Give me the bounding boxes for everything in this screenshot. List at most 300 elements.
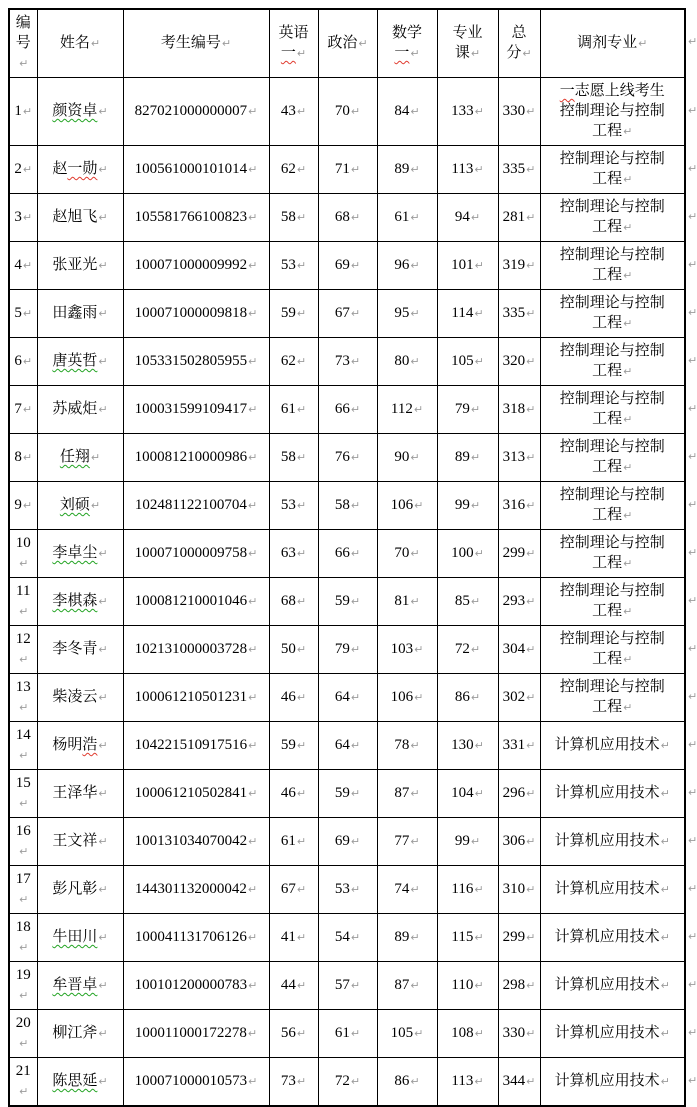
cell-text: 控制理论与控制 [559, 151, 665, 167]
cell-text: 335 [502, 161, 526, 177]
paragraph-mark-icon: ↵ [296, 739, 307, 752]
cell-text: 105581766100823 [134, 209, 248, 225]
cell-major_course[interactable] [437, 818, 498, 866]
cell-total[interactable] [498, 866, 540, 914]
paragraph-mark-icon: ↵ [660, 787, 670, 800]
header-cell-politics[interactable] [318, 9, 377, 78]
cell-politics[interactable] [318, 386, 377, 434]
cell-no[interactable] [9, 386, 37, 434]
cell-no[interactable] [9, 338, 37, 386]
paragraph-mark-icon: ↵ [410, 451, 420, 464]
cell-english_1[interactable] [269, 770, 318, 818]
cell-name[interactable] [37, 78, 123, 146]
cell-math_1[interactable] [377, 242, 437, 290]
paragraph-mark-icon: ↵ [19, 1037, 29, 1050]
cell-transfer_major[interactable] [540, 818, 685, 866]
header-cell-candidate_id[interactable] [123, 9, 269, 78]
cell-total[interactable] [498, 290, 540, 338]
cell-transfer_major[interactable] [540, 722, 685, 770]
cell-math_1[interactable] [377, 338, 437, 386]
cell-text: 控制理论与控制 [559, 295, 665, 311]
cell-name[interactable] [37, 770, 123, 818]
cell-politics[interactable] [318, 578, 377, 626]
paragraph-mark-icon: ↵ [522, 47, 532, 60]
cell-name[interactable] [37, 578, 123, 626]
paragraph-mark-icon: ↵ [98, 787, 108, 800]
cell-no[interactable] [9, 146, 37, 194]
cell-english_1[interactable] [269, 482, 318, 530]
cell-major_course[interactable] [437, 290, 498, 338]
cell-text: 控制理论与控制 [559, 631, 665, 647]
cell-total[interactable] [498, 722, 540, 770]
cell-text: 63 [280, 545, 296, 561]
cell-politics[interactable] [318, 674, 377, 722]
paragraph-mark-icon: ↵ [98, 643, 108, 656]
cell-total[interactable] [498, 578, 540, 626]
cell-total[interactable] [498, 530, 540, 578]
cell-text: 331 [502, 737, 526, 753]
cell-candidate_id[interactable] [123, 1010, 269, 1058]
cell-math_1[interactable] [377, 866, 437, 914]
cell-math_1[interactable] [377, 290, 437, 338]
cell-math_1[interactable] [377, 146, 437, 194]
paragraph-mark-icon: ↵ [526, 547, 536, 560]
cell-math_1[interactable] [377, 482, 437, 530]
paragraph-mark-icon: ↵ [98, 1075, 108, 1088]
cell-candidate_id[interactable] [123, 818, 269, 866]
cell-name[interactable] [37, 1010, 123, 1058]
cell-politics[interactable] [318, 962, 377, 1010]
cell-politics[interactable] [318, 530, 377, 578]
paragraph-mark-icon: ↵ [19, 797, 29, 810]
cell-text: 72 [454, 641, 470, 657]
cell-candidate_id[interactable] [123, 146, 269, 194]
cell-text: 84 [394, 103, 410, 119]
paragraph-mark-icon: ↵ [474, 307, 484, 320]
cell-candidate_id[interactable] [123, 866, 269, 914]
cell-politics[interactable] [318, 290, 377, 338]
cell-math_1[interactable] [377, 386, 437, 434]
cell-text: 12 [15, 631, 31, 647]
cell-text: 73 [280, 1073, 296, 1089]
paragraph-mark-icon: ↵ [526, 307, 536, 320]
paragraph-mark-icon: ↵ [98, 259, 108, 272]
spellcheck-underline: 一 [280, 45, 296, 61]
cell-math_1[interactable] [377, 914, 437, 962]
cell-transfer_major[interactable] [540, 674, 685, 722]
cell-math_1[interactable] [377, 626, 437, 674]
cell-politics[interactable] [318, 434, 377, 482]
cell-english_1[interactable] [269, 434, 318, 482]
paragraph-mark-icon: ↵ [296, 259, 307, 272]
cell-politics[interactable] [318, 818, 377, 866]
cell-text: 3 [14, 209, 22, 225]
table-row [9, 914, 685, 962]
cell-math_1[interactable] [377, 1058, 437, 1107]
table-row [9, 530, 685, 578]
cell-major_course[interactable] [437, 770, 498, 818]
spellcheck-underline: 一 [394, 45, 410, 61]
cell-text: 计算机应用技术 [554, 977, 660, 993]
paragraph-mark-icon: ↵ [296, 163, 307, 176]
cell-candidate_id[interactable] [123, 722, 269, 770]
cell-english_1[interactable] [269, 194, 318, 242]
paragraph-mark-icon: ↵ [526, 403, 536, 416]
cell-transfer_major[interactable] [540, 146, 685, 194]
row-end-mark-icon: ↵ [688, 737, 697, 751]
cell-text: 302 [502, 689, 526, 705]
cell-total[interactable] [498, 1058, 540, 1107]
cell-total[interactable] [498, 338, 540, 386]
cell-english_1[interactable] [269, 674, 318, 722]
cell-text: 100071000009818 [134, 305, 248, 321]
cell-math_1[interactable] [377, 722, 437, 770]
cell-text: 100071000009992 [134, 257, 248, 273]
cell-name[interactable] [37, 1058, 123, 1107]
cell-english_1[interactable] [269, 530, 318, 578]
cell-name[interactable] [37, 434, 123, 482]
cell-text: 74 [394, 881, 410, 897]
cell-candidate_id[interactable] [123, 338, 269, 386]
cell-text: 99 [454, 497, 470, 513]
cell-major_course[interactable] [437, 962, 498, 1010]
cell-transfer_major[interactable] [540, 962, 685, 1010]
cell-math_1[interactable] [377, 674, 437, 722]
header-cell-no[interactable] [9, 9, 37, 78]
paragraph-mark-icon: ↵ [296, 595, 307, 608]
cell-major_course[interactable] [437, 674, 498, 722]
cell-no[interactable] [9, 1010, 37, 1058]
cell-transfer_major[interactable] [540, 1010, 685, 1058]
paragraph-mark-icon: ↵ [22, 259, 33, 272]
cell-total[interactable] [498, 146, 540, 194]
cell-major_course[interactable] [437, 866, 498, 914]
cell-transfer_major[interactable] [540, 482, 685, 530]
paragraph-mark-icon: ↵ [98, 835, 108, 848]
cell-no[interactable] [9, 578, 37, 626]
cell-text: 62 [280, 161, 296, 177]
paragraph-mark-icon: ↵ [474, 547, 484, 560]
table-row [9, 434, 685, 482]
cell-politics[interactable] [318, 194, 377, 242]
cell-english_1[interactable] [269, 338, 318, 386]
cell-transfer_major[interactable] [540, 386, 685, 434]
table-row [9, 818, 685, 866]
cell-total[interactable] [498, 962, 540, 1010]
cell-candidate_id[interactable] [123, 194, 269, 242]
cell-text: 100131034070042 [134, 833, 248, 849]
cell-name[interactable] [37, 338, 123, 386]
cell-major_course[interactable] [437, 434, 498, 482]
cell-math_1[interactable] [377, 578, 437, 626]
cell-text: 318 [502, 401, 526, 417]
cell-politics[interactable] [318, 626, 377, 674]
cell-name[interactable] [37, 626, 123, 674]
cell-text: 94 [454, 209, 470, 225]
cell-transfer_major[interactable] [540, 578, 685, 626]
cell-politics[interactable] [318, 338, 377, 386]
paragraph-mark-icon: ↵ [474, 787, 484, 800]
cell-text: 81 [394, 593, 410, 609]
cell-politics[interactable] [318, 1010, 377, 1058]
cell-transfer_major[interactable] [540, 770, 685, 818]
cell-math_1[interactable] [377, 78, 437, 146]
paragraph-mark-icon: ↵ [623, 269, 633, 282]
cell-name[interactable] [37, 290, 123, 338]
paragraph-mark-icon: ↵ [221, 37, 232, 50]
cell-total[interactable] [498, 386, 540, 434]
cell-text: 控制理论与控制 [559, 679, 665, 695]
cell-politics[interactable] [318, 1058, 377, 1107]
cell-no[interactable] [9, 290, 37, 338]
cell-politics[interactable] [318, 722, 377, 770]
cell-text: 计算机应用技术 [554, 833, 660, 849]
paragraph-mark-icon: ↵ [248, 211, 258, 224]
cell-candidate_id[interactable] [123, 1058, 269, 1107]
cell-english_1[interactable] [269, 1010, 318, 1058]
cell-no[interactable] [9, 962, 37, 1010]
cell-text: 69 [334, 833, 350, 849]
cell-english_1[interactable] [269, 1058, 318, 1107]
cell-politics[interactable] [318, 78, 377, 146]
cell-english_1[interactable] [269, 866, 318, 914]
cell-name[interactable] [37, 482, 123, 530]
paragraph-mark-icon: ↵ [623, 221, 633, 234]
cell-no[interactable] [9, 770, 37, 818]
cell-major_course[interactable] [437, 194, 498, 242]
paragraph-mark-icon: ↵ [296, 787, 307, 800]
cell-candidate_id[interactable] [123, 578, 269, 626]
cell-english_1[interactable] [269, 722, 318, 770]
cell-name[interactable] [37, 722, 123, 770]
cell-candidate_id[interactable] [123, 78, 269, 146]
paragraph-mark-icon: ↵ [414, 691, 424, 704]
header-cell-major_course[interactable] [437, 9, 498, 78]
cell-no[interactable] [9, 1058, 37, 1107]
cell-total[interactable] [498, 242, 540, 290]
table-row [9, 674, 685, 722]
cell-text: 80 [394, 353, 410, 369]
cell-english_1[interactable] [269, 914, 318, 962]
cell-politics[interactable] [318, 914, 377, 962]
cell-text: 工程 [592, 315, 623, 331]
cell-total[interactable] [498, 914, 540, 962]
cell-english_1[interactable] [269, 290, 318, 338]
cell-text: 310 [502, 881, 526, 897]
cell-total[interactable] [498, 770, 540, 818]
cell-major_course[interactable] [437, 338, 498, 386]
cell-transfer_major[interactable] [540, 626, 685, 674]
paragraph-mark-icon: ↵ [98, 307, 108, 320]
header-cell-math_1[interactable] [377, 9, 437, 78]
cell-name[interactable] [37, 146, 123, 194]
paragraph-mark-icon: ↵ [248, 835, 258, 848]
cell-math_1[interactable] [377, 770, 437, 818]
cell-candidate_id[interactable] [123, 482, 269, 530]
paragraph-mark-icon: ↵ [410, 739, 420, 752]
grammar-underline: 任翔 [59, 449, 90, 465]
cell-text: 44 [280, 977, 296, 993]
cell-candidate_id[interactable] [123, 770, 269, 818]
cell-candidate_id[interactable] [123, 242, 269, 290]
cell-math_1[interactable] [377, 962, 437, 1010]
cell-major_course[interactable] [437, 482, 498, 530]
cell-major_course[interactable] [437, 1058, 498, 1107]
cell-total[interactable] [498, 434, 540, 482]
cell-text: 43 [280, 103, 296, 119]
grammar-underline: 唐英哲 [52, 353, 98, 369]
cell-politics[interactable] [318, 146, 377, 194]
cell-text: 控制理论与控制 [559, 199, 665, 215]
cell-math_1[interactable] [377, 1010, 437, 1058]
cell-major_course[interactable] [437, 530, 498, 578]
cell-no[interactable] [9, 866, 37, 914]
cell-transfer_major[interactable] [540, 530, 685, 578]
cell-total[interactable] [498, 482, 540, 530]
cell-text: 控制理论与控制 [559, 343, 665, 359]
cell-transfer_major[interactable] [540, 78, 685, 146]
cell-major_course[interactable] [437, 626, 498, 674]
cell-text: 87 [394, 785, 410, 801]
cell-no[interactable] [9, 482, 37, 530]
paragraph-mark-icon: ↵ [98, 163, 108, 176]
paragraph-mark-icon: ↵ [470, 451, 481, 464]
paragraph-mark-icon: ↵ [350, 835, 361, 848]
cell-candidate_id[interactable] [123, 626, 269, 674]
paragraph-mark-icon: ↵ [248, 403, 258, 416]
cell-no[interactable] [9, 194, 37, 242]
cell-text: 分 [506, 45, 522, 61]
cell-english_1[interactable] [269, 818, 318, 866]
cell-politics[interactable] [318, 770, 377, 818]
cell-text: 96 [394, 257, 410, 273]
cell-candidate_id[interactable] [123, 386, 269, 434]
cell-major_course[interactable] [437, 242, 498, 290]
paragraph-mark-icon: ↵ [470, 499, 481, 512]
cell-text: 64 [334, 689, 350, 705]
cell-total[interactable] [498, 194, 540, 242]
cell-text: 控制理论与控制 [559, 583, 665, 599]
cell-transfer_major[interactable] [540, 194, 685, 242]
cell-no[interactable] [9, 914, 37, 962]
cell-major_course[interactable] [437, 914, 498, 962]
cell-name[interactable] [37, 914, 123, 962]
cell-text: 彭凡彰 [52, 881, 98, 897]
cell-total[interactable] [498, 818, 540, 866]
cell-no[interactable] [9, 674, 37, 722]
cell-math_1[interactable] [377, 530, 437, 578]
cell-no[interactable] [9, 242, 37, 290]
cell-transfer_major[interactable] [540, 914, 685, 962]
cell-no[interactable] [9, 818, 37, 866]
cell-candidate_id[interactable] [123, 674, 269, 722]
cell-candidate_id[interactable] [123, 914, 269, 962]
cell-text: 19 [15, 967, 31, 983]
header-cell-name[interactable] [37, 9, 123, 78]
cell-total[interactable] [498, 78, 540, 146]
cell-transfer_major[interactable] [540, 866, 685, 914]
cell-major_course[interactable] [437, 578, 498, 626]
cell-text: 89 [454, 449, 470, 465]
cell-text: 工程 [592, 267, 623, 283]
cell-total[interactable] [498, 674, 540, 722]
cell-name[interactable] [37, 530, 123, 578]
paragraph-mark-icon: ↵ [98, 1027, 108, 1040]
cell-no[interactable] [9, 626, 37, 674]
cell-transfer_major[interactable] [540, 1058, 685, 1107]
cell-total[interactable] [498, 1010, 540, 1058]
header-cell-total[interactable] [498, 9, 540, 78]
cell-name[interactable] [37, 866, 123, 914]
cell-text: 281 [502, 209, 526, 225]
cell-name[interactable] [37, 386, 123, 434]
cell-english_1[interactable] [269, 962, 318, 1010]
cell-text: 57 [334, 977, 350, 993]
cell-english_1[interactable] [269, 626, 318, 674]
cell-major_course[interactable] [437, 78, 498, 146]
cell-math_1[interactable] [377, 434, 437, 482]
cell-politics[interactable] [318, 866, 377, 914]
paragraph-mark-icon: ↵ [526, 1075, 536, 1088]
cell-politics[interactable] [318, 482, 377, 530]
cell-major_course[interactable] [437, 1010, 498, 1058]
cell-candidate_id[interactable] [123, 434, 269, 482]
cell-transfer_major[interactable] [540, 290, 685, 338]
cell-candidate_id[interactable] [123, 962, 269, 1010]
cell-english_1[interactable] [269, 386, 318, 434]
cell-no[interactable] [9, 78, 37, 146]
paragraph-mark-icon: ↵ [526, 1027, 536, 1040]
cell-name[interactable] [37, 818, 123, 866]
cell-major_course[interactable] [437, 386, 498, 434]
cell-english_1[interactable] [269, 578, 318, 626]
cell-major_course[interactable] [437, 146, 498, 194]
cell-name[interactable] [37, 194, 123, 242]
cell-major_course[interactable] [437, 722, 498, 770]
cell-transfer_major[interactable] [540, 242, 685, 290]
cell-math_1[interactable] [377, 818, 437, 866]
table-row [9, 866, 685, 914]
cell-english_1[interactable] [269, 78, 318, 146]
cell-transfer_major[interactable] [540, 434, 685, 482]
cell-name[interactable] [37, 674, 123, 722]
header-cell-english_1[interactable] [269, 9, 318, 78]
paragraph-mark-icon: ↵ [296, 499, 307, 512]
cell-no[interactable] [9, 722, 37, 770]
cell-no[interactable] [9, 530, 37, 578]
cell-text: 320 [502, 353, 526, 369]
cell-english_1[interactable] [269, 146, 318, 194]
cell-name[interactable] [37, 242, 123, 290]
cell-text: 15 [15, 775, 31, 791]
cell-transfer_major[interactable] [540, 338, 685, 386]
cell-english_1[interactable] [269, 242, 318, 290]
paragraph-mark-icon: ↵ [296, 307, 307, 320]
cell-text: 苏威炬 [52, 401, 98, 417]
paragraph-mark-icon: ↵ [410, 307, 420, 320]
cell-candidate_id[interactable] [123, 290, 269, 338]
cell-candidate_id[interactable] [123, 530, 269, 578]
cell-total[interactable] [498, 626, 540, 674]
cell-no[interactable] [9, 434, 37, 482]
cell-math_1[interactable] [377, 194, 437, 242]
header-cell-transfer_major[interactable] [540, 9, 685, 78]
paragraph-mark-icon: ↵ [248, 355, 258, 368]
paragraph-mark-icon: ↵ [247, 931, 258, 944]
cell-politics[interactable] [318, 242, 377, 290]
cell-name[interactable] [37, 962, 123, 1010]
row-end-mark-icon: ↵ [688, 161, 697, 175]
